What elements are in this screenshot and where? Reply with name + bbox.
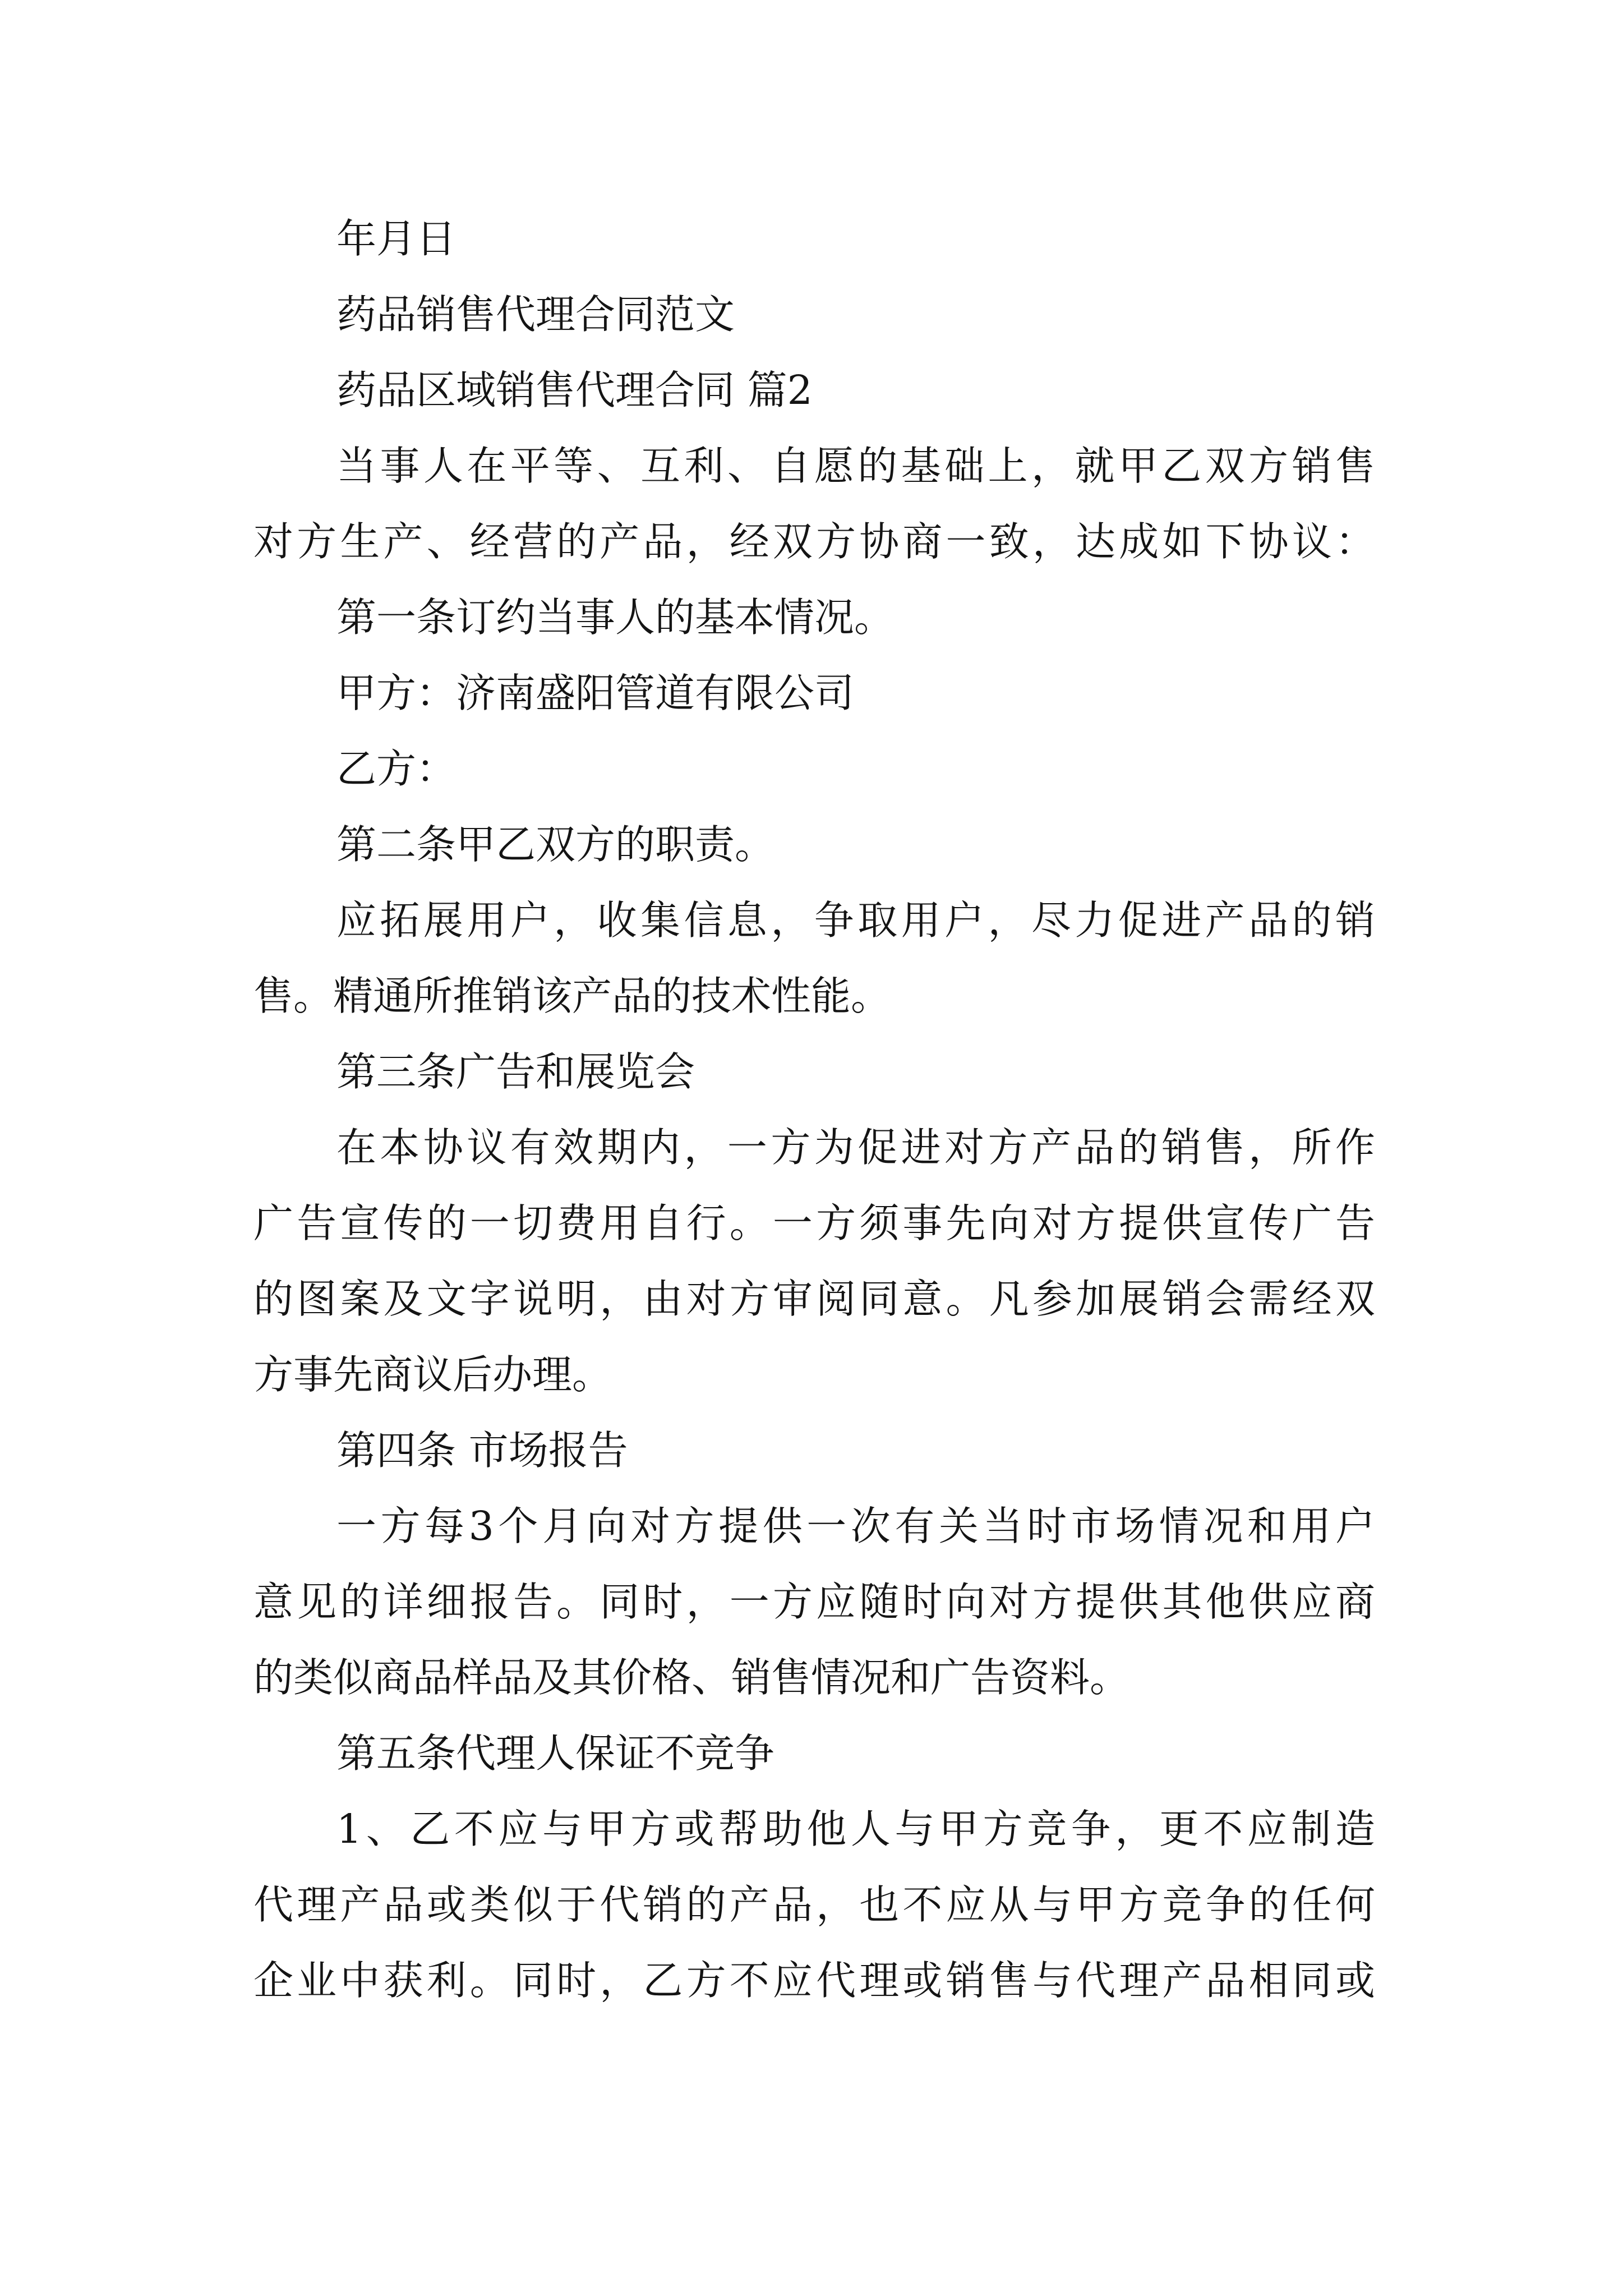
text-line: 对方生产、经营的产品，经双方协商一致，达成如下协议： [253, 518, 1375, 565]
article-heading: 第三条广告和展览会 [336, 1048, 695, 1095]
text-line: 广告宣传的一切费用自行。一方须事先向对方提供宣传广告 [253, 1200, 1375, 1246]
text-line: 意见的详细报告。同时，一方应随时向对方提供其他供应商 [253, 1579, 1375, 1625]
article-heading: 第二条甲乙双方的职责。 [336, 821, 775, 868]
text-line: 的图案及文字说明，由对方审阅同意。凡参加展销会需经双 [253, 1276, 1375, 1322]
text-line: 代理产品或类似于代销的产品，也不应从与甲方竞争的任何 [253, 1881, 1375, 1928]
date-line: 年月日 [336, 215, 457, 262]
text-line: 应拓展用户，收集信息，争取用户，尽力促进产品的销 [336, 897, 1375, 944]
article-heading: 第一条订约当事人的基本情况。 [336, 594, 895, 641]
party-b-line: 乙方： [336, 746, 457, 792]
document-body [253, 201, 1375, 2018]
text-line: 方事先商议后办理。 [253, 1351, 612, 1398]
text-line: 企业中获利。同时，乙方不应代理或销售与代理产品相同或 [253, 1957, 1375, 2004]
text-line: 售。精通所推销该产品的技术性能。 [253, 973, 891, 1019]
text-line: 一方每3个月向对方提供一次有关当时市场情况和用户 [336, 1503, 1375, 1549]
text-line: 1、乙不应与甲方或帮助他人与甲方竞争，更不应制造 [336, 1806, 1375, 1852]
text-line: 当事人在平等、互利、自愿的基础上，就甲乙双方销售 [336, 443, 1375, 489]
article-heading: 第五条代理人保证不竞争 [336, 1730, 775, 1777]
document-title: 药品销售代理合同范文 [336, 291, 735, 338]
contract-subtitle: 药品区域销售代理合同 篇2 [336, 367, 813, 413]
text-line: 的类似商品样品及其价格、销售情况和广告资料。 [253, 1654, 1130, 1701]
text-line: 在本协议有效期内，一方为促进对方产品的销售，所作 [336, 1124, 1375, 1171]
article-heading: 第四条 市场报告 [336, 1427, 628, 1474]
party-a-line: 甲方：济南盛阳管道有限公司 [336, 670, 855, 716]
